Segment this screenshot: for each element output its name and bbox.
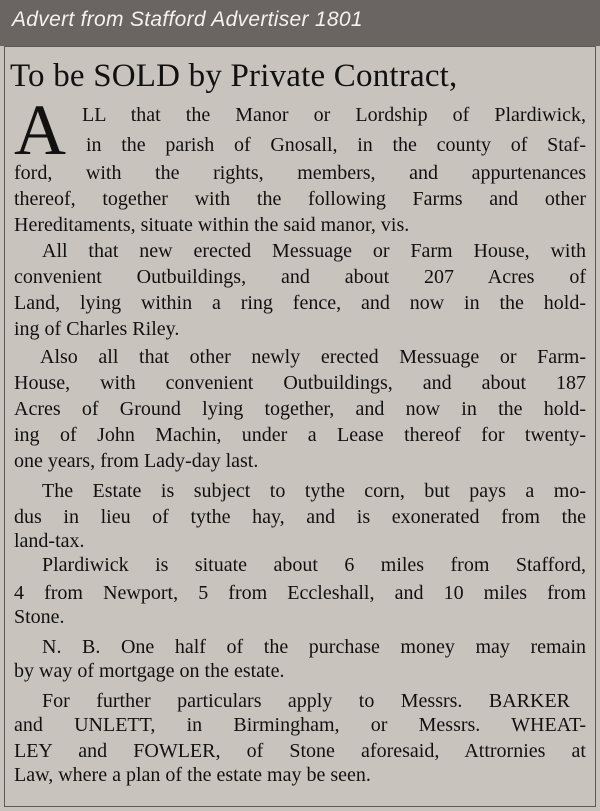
advert-line: N. B. One half of the purchase money may remain [42, 636, 586, 658]
advert-line: Stone. [14, 606, 65, 628]
advert-line: House, with convenient Outbuildings, and about 187 [14, 372, 586, 394]
advert-line: and UNLETT, in Birmingham, or Messrs. WHEAT- [14, 714, 586, 736]
advert-line: Acres of Ground lying together, and now in the hold- [14, 398, 586, 420]
advert-line: LL that the Manor or Lordship of Plardiwick, [82, 104, 586, 126]
advert-line: by way of mortgage on the estate. [14, 660, 285, 682]
caption-text: Advert from Stafford Advertiser 1801 [12, 8, 363, 31]
advert-line: 4 from Newport, 5 from Eccleshall, and 10 miles from [14, 582, 586, 604]
advert-line: ford, with the rights, members, and appurtenances [14, 162, 586, 184]
advert-line: ing of Charles Riley. [14, 318, 180, 340]
advert-line: Plardiwick is situate about 6 miles from Stafford, [42, 554, 586, 576]
advert-line: All that new erected Messuage or Farm House, with [42, 240, 586, 262]
advert-line: Land, lying within a ring fence, and now in the hold- [14, 292, 586, 314]
advert-line: LEY and FOWLER, of Stone aforesaid, Attrornies at [14, 740, 586, 762]
caption-band [0, 0, 600, 46]
drop-cap-letter: A [14, 90, 66, 170]
advert-line: Also all that other newly erected Messuage or Farm- [40, 346, 586, 368]
advert-line: thereof, together with the following Farms and other [14, 188, 586, 210]
advert-line: The Estate is subject to tythe corn, but pays a mo- [42, 480, 586, 502]
advert-line: For further particulars apply to Messrs. BARKER [42, 690, 570, 712]
advert-line: land-tax. [14, 530, 85, 552]
advert-line: dus in lieu of tythe hay, and is exonerated from the [14, 506, 586, 528]
advert-line: one years, from Lady-day last. [14, 450, 259, 472]
advert-line: convenient Outbuildings, and about 207 Acres of [14, 266, 586, 288]
advert-line: Law, where a plan of the estate may be seen. [14, 764, 371, 786]
advert-heading: To be SOLD by Private Contract, [10, 58, 458, 94]
advert-line: in the parish of Gnosall, in the county of Staf- [86, 134, 586, 156]
advert-line: ing of John Machin, under a Lease thereof for twenty- [14, 424, 586, 446]
advert-line: Hereditaments, situate within the said manor, vis. [14, 214, 410, 236]
